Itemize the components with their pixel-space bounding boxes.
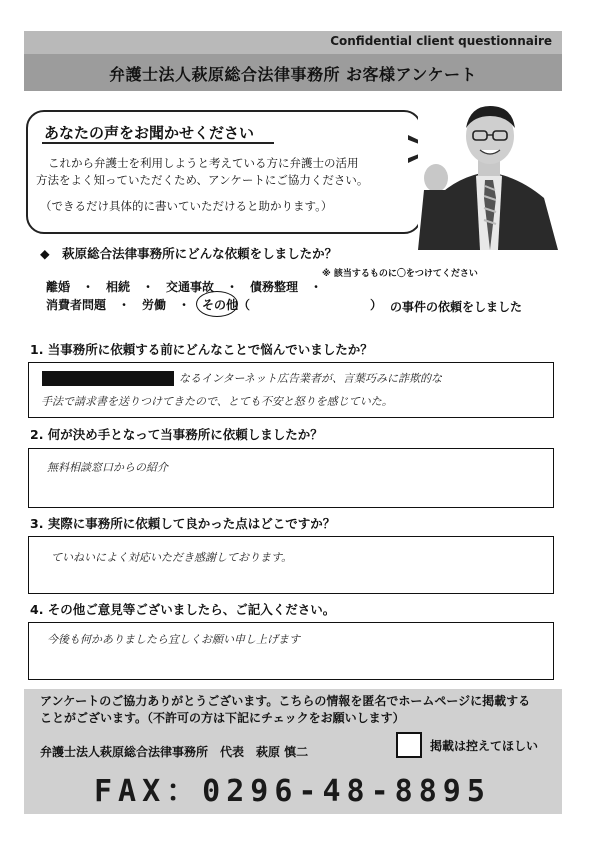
english-title: Confidential client questionnaire [330,34,552,48]
answer-box-4[interactable] [28,622,554,680]
footer-line-2: ことがございます。（不許可の方は下記にチェックをお願いします） [40,711,405,725]
intro-title: あなたの声をお聞かせください [44,124,255,142]
intro-line-2: 方法をよく知っていただくため、アンケートにご協力ください。 [36,173,369,187]
category-options-line-1: 離婚 ・ 相続 ・ 交通事故 ・ 債務整理 ・ [46,280,323,294]
redaction-bar [42,371,174,386]
answer-3: ていねいによく対応いただき感謝しております。 [51,551,293,564]
header-top-bar [24,31,562,54]
answer-1-line-1: なるインターネット広告業者が、言葉巧みに詐欺的な [179,372,443,385]
question-3: 3. 実際に事務所に依頼して良かった点はどこですか？ [30,516,336,531]
selected-option-circle [196,291,238,317]
intro-line-3: （できるだけ具体的に書いていただけると助かります。） [40,199,333,213]
answer-2: 無料相談窓口からの紹介 [47,461,168,474]
fax-number: FAX：0296-48-8895 [94,774,491,809]
intro-title-underline [42,142,274,144]
no-publish-label: 掲載は控えてほしい [430,739,539,753]
question-2: 2. 何が決め手となって当事務所に依頼しましたか？ [30,427,323,442]
intro-line-1: これから弁護士を利用しようと考えている方に弁護士の活用 [48,156,359,170]
question-note: ※ 該当するものに〇をつけてください [322,269,478,279]
request-suffix: の事件の依頼をしました [390,300,523,314]
lawyer-photo [418,98,562,250]
question-request-type: ◆ 萩原総合法律事務所にどんな依頼をしましたか？ [40,246,338,261]
no-publish-checkbox[interactable] [396,732,422,758]
answer-1-line-2: 手法で請求書を送りつけてきたので、とても不安と怒りを感じていた。 [41,395,393,408]
header-main-bar [24,54,562,91]
category-options-line-2: 消費者問題 ・ 労働 ・ その他（ ） [46,298,383,312]
office-representative: 弁護士法人萩原総合法律事務所 代表 萩原 慎二 [40,745,309,759]
answer-box-3[interactable] [28,536,554,594]
main-title: 弁護士法人萩原総合法律事務所 お客様アンケート [108,65,478,84]
question-4: 4. その他ご意見等ございましたら、ご記入ください。 [30,602,336,617]
footer-line-1: アンケートのご協力ありがとうございます。こちらの情報を匿名でホームページに掲載する [40,694,531,708]
answer-box-2[interactable] [28,448,554,508]
question-1: 1. 当事務所に依頼する前にどんなことで悩んでいましたか？ [30,342,373,357]
answer-4: 今後も何かありましたら宜しくお願い申し上げます [47,633,300,646]
